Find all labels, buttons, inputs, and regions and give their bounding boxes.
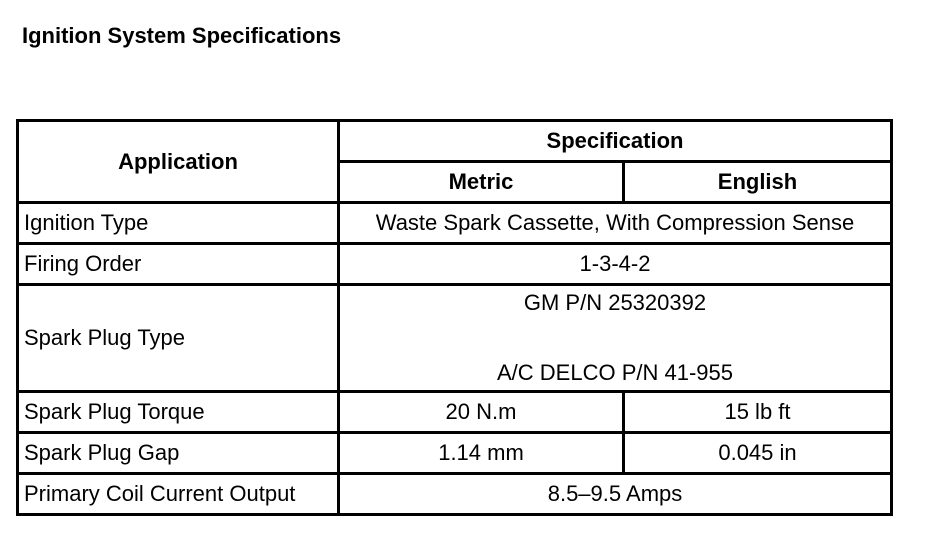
metric-value: 1.14 mm [339, 433, 624, 474]
row-label: Primary Coil Current Output [18, 474, 339, 515]
table-header-row [18, 121, 892, 162]
row-value: Waste Spark Cassette, With Compression Sense [339, 203, 892, 244]
spark-plug-acdelco-part: A/C DELCO P/N 41-955 [497, 360, 733, 385]
table-row [18, 285, 892, 392]
row-label: Spark Plug Torque [18, 392, 339, 433]
spacer [345, 316, 885, 360]
english-header: English [624, 162, 892, 203]
table-row [18, 203, 892, 244]
metric-header: Metric [339, 162, 624, 203]
table-row [18, 474, 892, 515]
row-label: Spark Plug Type [18, 285, 339, 392]
row-label: Firing Order [18, 244, 339, 285]
row-value: 8.5–9.5 Amps [339, 474, 892, 515]
ignition-spec-table [16, 119, 893, 516]
metric-value: 20 N.m [339, 392, 624, 433]
table-row [18, 433, 892, 474]
english-value: 15 lb ft [624, 392, 892, 433]
spark-plug-gm-part: GM P/N 25320392 [523, 290, 707, 315]
row-value: 1-3-4-2 [339, 244, 892, 285]
document-title: Ignition System Specifications [22, 23, 342, 48]
table-row [18, 244, 892, 285]
table-row [18, 392, 892, 433]
row-label: Ignition Type [18, 203, 339, 244]
application-header: Application [18, 121, 339, 203]
row-label: Spark Plug Gap [18, 433, 339, 474]
row-value [339, 285, 892, 392]
specification-header: Specification [339, 121, 892, 162]
english-value: 0.045 in [624, 433, 892, 474]
